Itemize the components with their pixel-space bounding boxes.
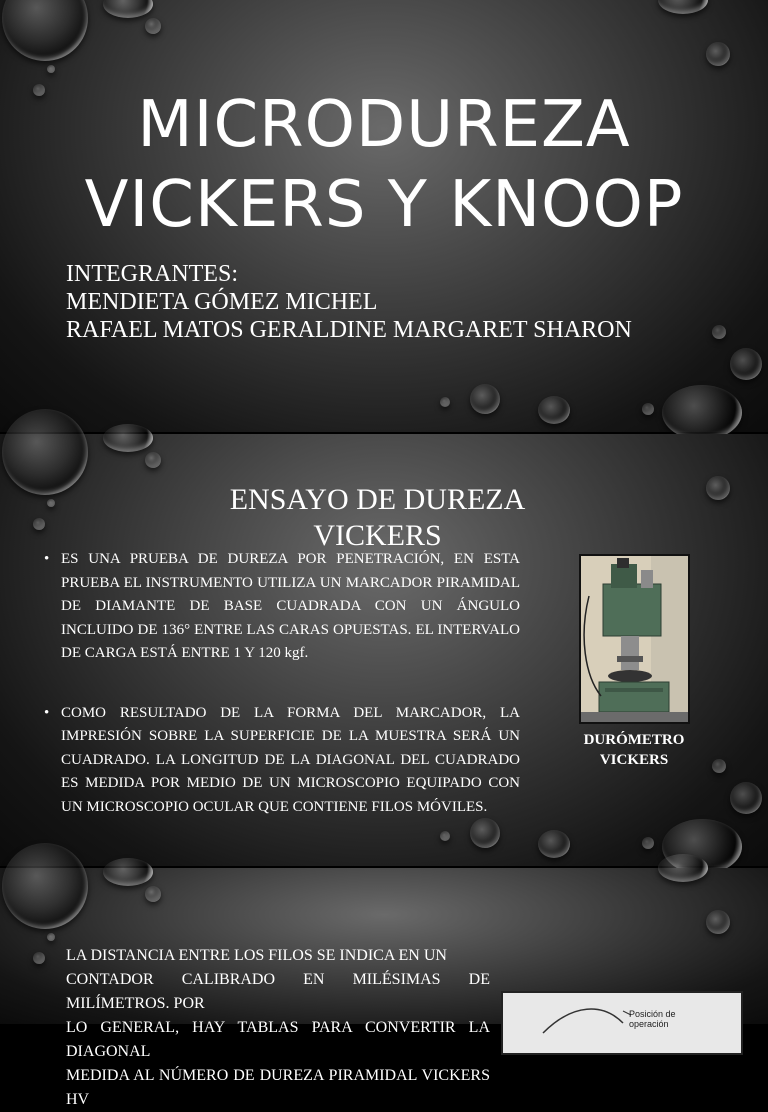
hardness-tester-illustration — [581, 556, 688, 722]
water-drop — [47, 933, 55, 941]
water-drop — [2, 0, 88, 61]
water-drop — [145, 452, 161, 468]
members-block — [66, 260, 632, 344]
members-heading: INTEGRANTES: — [66, 261, 238, 287]
slide-title-heading — [0, 85, 768, 245]
water-drop — [712, 759, 726, 773]
water-drop — [538, 830, 570, 858]
slide-measurement — [0, 868, 768, 1108]
slide-heading: ENSAYO DE DUREZA VICKERS — [229, 483, 526, 552]
diagram-label-line: operación — [629, 1019, 669, 1029]
water-drop — [642, 837, 654, 849]
text-line: LA DISTANCIA ENTRE LOS FILOS SE INDICA EN UN — [66, 947, 447, 964]
image-caption: DURÓMETRO VICKERS — [583, 732, 685, 768]
water-drop — [145, 18, 161, 34]
water-drop — [145, 886, 161, 902]
diagram-label — [629, 1009, 676, 1029]
text-line: LO GENERAL, HAY TABLAS PARA CONVERTIR LA DIAGONAL — [66, 1019, 490, 1060]
water-drop — [730, 782, 762, 814]
diagram-illustration — [503, 993, 741, 1053]
water-drop — [103, 424, 153, 452]
slide-title — [0, 0, 768, 432]
water-drop — [730, 348, 762, 380]
slide-vickers-test — [0, 434, 768, 866]
title-line: VICKERS Y KNOOP — [84, 168, 684, 242]
text-line: MEDIDA AL NÚMERO DE DUREZA PIRAMIDAL VICKERS HV — [66, 1067, 490, 1108]
text-line: CONTADOR CALIBRADO EN MILÉSIMAS DE MILÍMETROS. POR — [66, 971, 490, 1012]
water-drop — [440, 397, 450, 407]
water-drop — [658, 0, 708, 14]
slide-body-text — [66, 944, 490, 1112]
water-drop — [33, 518, 45, 530]
water-drop — [706, 42, 730, 66]
water-drop — [706, 476, 730, 500]
bullet-item: • ES UNA PRUEBA DE DUREZA POR PENETRACIÓN, EN ESTA PRUEBA EL INSTRUMENTO UTILIZA UN MARCADOR PIRAMIDAL DE DIAMANTE DE BASE CUADRADA CON UN ÁNGULO INCLUIDO DE 136° ENTRE LAS CARAS OPUESTAS. EL INTERVALO DE CARGA ESTÁ ENTRE 1 Y 120 kgf. — [44, 548, 520, 666]
water-drop — [662, 385, 742, 440]
bullet-list — [44, 548, 520, 819]
title-line: MICRODUREZA — [137, 88, 631, 162]
water-drop — [47, 499, 55, 507]
water-drop — [47, 65, 55, 73]
water-drop — [712, 325, 726, 339]
member-name: RAFAEL MATOS GERALDINE MARGARET SHARON — [66, 317, 632, 343]
water-drop — [440, 831, 450, 841]
vickers-hardness-tester-image — [579, 554, 690, 724]
water-drop — [658, 854, 708, 882]
water-drop — [33, 952, 45, 964]
bullet-item: • COMO RESULTADO DE LA FORMA DEL MARCADOR, LA IMPRESIÓN SOBRE LA SUPERFICIE DE LA MUESTRA SERÁ UN CUADRADO. LA LONGITUD DE LA DIAGONAL DEL CUADRADO ES MEDIDA POR MEDIO DE UN MICROSCOPIO EQUIPADO CON UN MICROSCOPIO OCULAR QUE CONTIENE FILOS MÓVILES. — [44, 702, 520, 820]
member-name: MENDIETA GÓMEZ MICHEL — [66, 289, 378, 315]
water-drop — [470, 384, 500, 414]
water-drop — [470, 818, 500, 848]
water-drop — [2, 409, 88, 495]
water-drop — [2, 843, 88, 929]
water-drop — [103, 858, 153, 886]
water-drop — [103, 0, 153, 18]
operation-diagram-image — [501, 991, 743, 1055]
water-drop — [642, 403, 654, 415]
diagram-label-line: Posición de — [629, 1009, 676, 1019]
water-drop — [538, 396, 570, 424]
water-drop — [706, 910, 730, 934]
